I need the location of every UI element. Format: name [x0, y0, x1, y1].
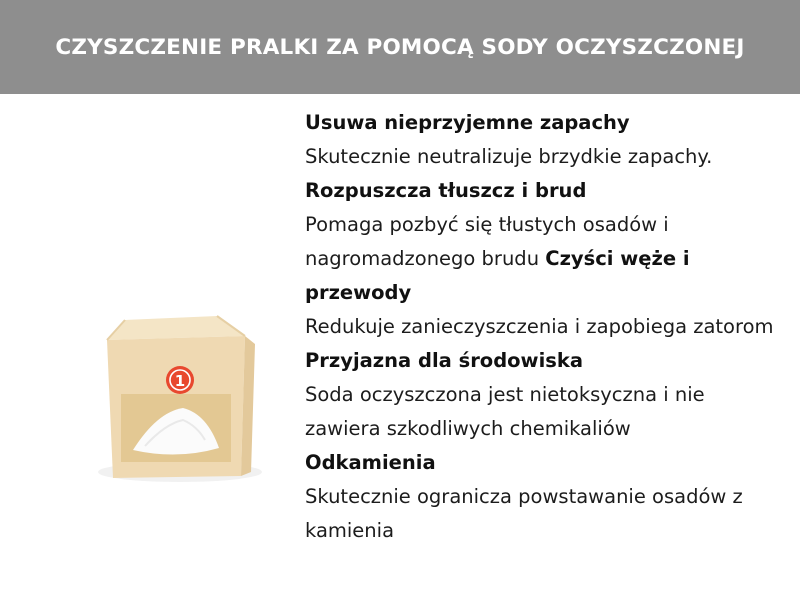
benefit-title: Przyjazna dla środowiska	[305, 349, 583, 372]
bag-badge-number: 1	[174, 372, 186, 390]
benefit-paragraph	[305, 208, 775, 310]
benefit-description: Redukuje zanieczyszczenia i zapobiega zatorom	[305, 315, 774, 338]
benefit-description: Pomaga pozbyć się tłustych osadów i nagromadzonego brudu	[305, 213, 669, 270]
benefit-title: Czyści węże i przewody	[305, 247, 690, 304]
baking-soda-bag-graphic	[95, 300, 270, 500]
benefit-title: Odkamienia	[305, 451, 436, 474]
bag-top	[107, 316, 245, 340]
benefits-list	[305, 106, 775, 548]
benefit-title: Rozpuszcza tłuszcz i brud	[305, 179, 587, 202]
page-title: CZYSZCZENIE PRALKI ZA POMOCĄ SODY OCZYSZCZONEJ	[55, 34, 745, 60]
header-banner	[0, 0, 800, 94]
baking-soda-bag-icon	[95, 300, 270, 500]
benefit-description: Soda oczyszczona jest nietoksyczna i nie zawiera szkodliwych chemikaliów	[305, 383, 705, 440]
benefit-title: Usuwa nieprzyjemne zapachy	[305, 111, 630, 134]
benefit-description: Skutecznie ogranicza powstawanie osadów z kamienia	[305, 485, 743, 542]
benefit-description: Skutecznie neutralizuje brzydkie zapachy.	[305, 145, 713, 168]
